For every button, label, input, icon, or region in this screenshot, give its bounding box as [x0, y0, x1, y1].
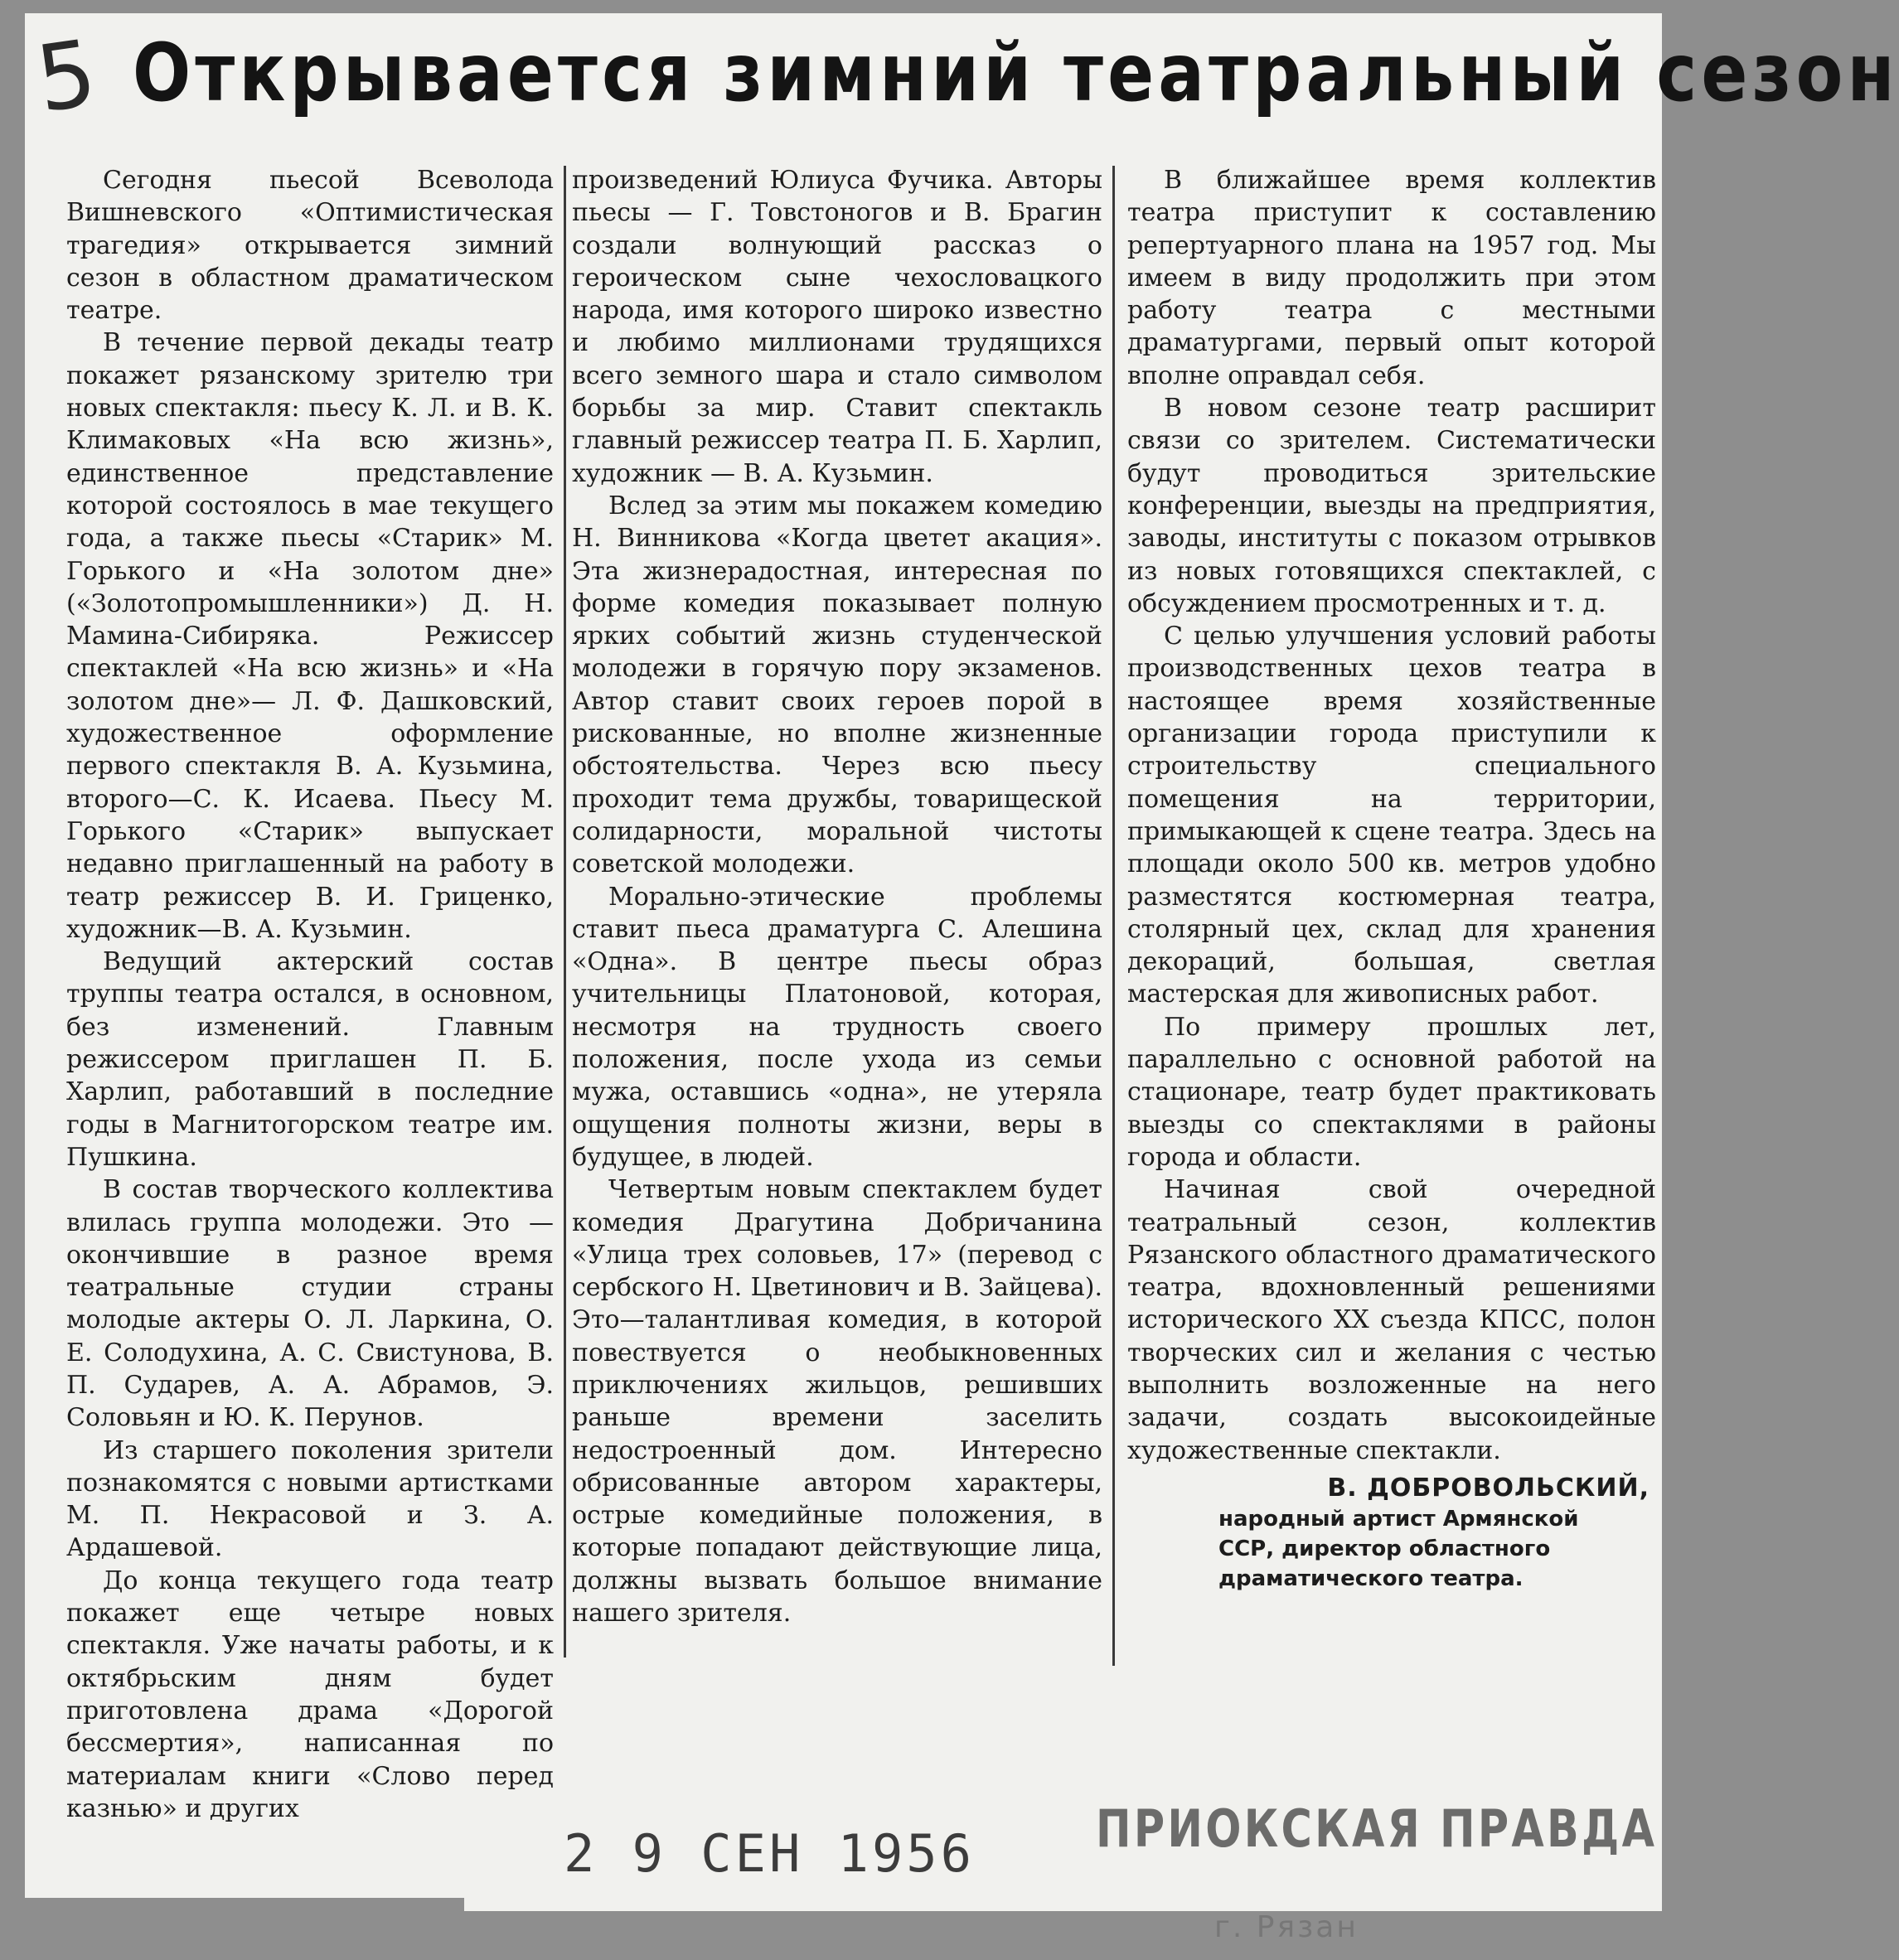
article-column-2 — [572, 164, 1102, 1629]
paragraph: Сегодня пьесой Всеволода Вишневского «Оптимистическая трагедия» открывается зимний сезон в областном драматическом театре. — [66, 166, 554, 326]
paragraph: По примеру прошлых лет, параллельно с основной работой на стационаре, театр будет практиковать выезды со спектаклями в районы города и области. — [1127, 1012, 1656, 1172]
author-name: В. ДОБРОВОЛЬСКИЙ, — [1327, 1473, 1650, 1503]
paragraph: Ведущий актерский состав труппы театра остался, в основном, без изменений. Главным режиссером приглашен П. Б. Харлип, работавший в последние годы в Магнитогорском театре им. Пушкина. — [66, 947, 554, 1172]
signature — [1127, 1472, 1656, 1594]
date-stamp: 2 9 СЕН 1956 — [564, 1823, 975, 1884]
paragraph: До конца текущего года театр покажет еще четыре новых спектакля. Уже начаты работы, и к октябрьским дням будет приготовлена драма «Дорогой бессмертия», написанная по материалам книги «Слово перед казнью» и других — [66, 1566, 554, 1823]
city-stamp: г. Рязан — [1214, 1910, 1359, 1944]
paragraph: В новом сезоне театр расширит связи со зрителем. Систематически будут проводиться зрительские конференции, выезды на предприятия, заводы, институты с показом отрывков из новых готовящихся спектаклей, с обсуждением просмотренных и т. д. — [1127, 394, 1656, 618]
headline: Открывается зимний театральный сезон — [133, 27, 1899, 119]
column-rule — [564, 166, 566, 1658]
paragraph: В течение первой декады театр покажет рязанскому зрителю три новых спектакля: пьесу К. Л. и В. К. Климаковых «На всю жизнь», единственное представление которой состоялось в мае текущего года, а также пьесы «Старик» М. Горького и «На золотом дне» («Золотопромышленники») Д. Н. Мамина-Сибиряка. Режиссер спектаклей «На всю жизнь» и «На золотом дне»— Л. Ф. Дашковский, художественное оформление первого спектакля В. А. Кузьмина, второго—С. К. Исаева. Пьесу М. Горького «Старик» выпускает недавно приглашенный на работу в театр режиссер В. И. Гриценко, художник—В. А. Кузьмин. — [66, 328, 554, 944]
paragraph: В ближайшее время коллектив театра приступит к составлению репертуарного плана на 1957 год. Мы имеем в виду продолжить при этом работу театра с местными драматургами, первый опыт которой вполне оправдал себя. — [1127, 166, 1656, 390]
newspaper-stamp: ПРИОКСКАЯ ПРАВДА — [1096, 1798, 1658, 1859]
paragraph: Четвертым новым спектаклем будет комедия Драгутина Добричанина «Улица трех соловьев, 17» (перевод с сербского Н. Цветинович и В. Зайцева). Это—талантливая комедия, в которой повествуется о необыкновенных приключениях жильцов, решивших раньше времени заселить недостроенный дом. Интересно обрисованные автором характеры, острые комедийные положения, в которые попадают действующие лица, должны вызвать большое внимание нашего зрителя. — [572, 1175, 1102, 1628]
paragraph: Вслед за этим мы покажем комедию Н. Винникова «Когда цветет акация». Эта жизнерадостная, интересная по форме комедия показывает полную ярких событий жизнь студенческой молодежи в горячую пору экзаменов. Автор ставит своих героев порой в рискованные, но вполне жизненные обстоятельства. Через всю пьесу проходит тема дружбы, товарищеской солидарности, моральной чистоты советской молодежи. — [572, 491, 1102, 879]
author-title: народный артист Армянской ССР, директор областного драматического театра. — [1218, 1507, 1579, 1592]
paragraph: В состав творческого коллектива влилась группа молодежи. Это — окончившие в разное время театральные студии страны молодые актеры О. Л. Ларкина, О. Е. Солодухина, А. С. Свистунова, В. П. Сударев, А. А. Абрамов, Э. Соловьян и Ю. К. Перунов. — [66, 1175, 554, 1433]
page-mark: 5 — [30, 19, 103, 133]
article-column-1 — [66, 164, 554, 1825]
torn-edge-left — [0, 1898, 464, 1960]
paragraph: произведений Юлиуса Фучика. Авторы пьесы — Г. Товстоногов и В. Брагин создали волнующий рассказ о героическом сыне чехословацкого народа, имя которого широко известно и любимо миллионами трудящихся всего земного шара и стало символом борьбы за мир. Ставит спектакль главный режиссер театра П. Б. Харлип, художник — В. А. Кузьмин. — [572, 166, 1102, 488]
paragraph: Начиная свой очередной театральный сезон, коллектив Рязанского областного драматического театра, вдохновленный решениями исторического XX съезда КПСС, полон творческих сил и желания с честью выполнить возложенные на него задачи, создать высокоидейные художественные спектакли. — [1127, 1175, 1656, 1465]
column-rule — [1112, 166, 1115, 1666]
paragraph: С целью улучшения условий работы производственных цехов театра в настоящее время хозяйственные организации города приступили к строительству специального помещения на территории, примыкающей к сцене театра. Здесь на площади около 500 кв. метров удобно разместятся костюмерная театра, столярный цех, склад для хранения декораций, большая, светлая мастерская для живописных работ. — [1127, 622, 1656, 1009]
torn-edge-side — [0, 0, 25, 1960]
paragraph: Из старшего поколения зрители познакомятся с новыми артистками М. П. Некрасовой и З. А. Ардашевой. — [66, 1435, 554, 1563]
article-column-3 — [1127, 164, 1656, 1594]
paragraph: Морально-этические проблемы ставит пьеса драматурга С. Алешина «Одна». В центре пьесы образ учительницы Платоновой, которая, несмотря на трудность своего положения, после ухода из семьи мужа, оставшись «одна», не утеряла ощущения полноты жизни, веры в будущее, в людей. — [572, 882, 1102, 1172]
